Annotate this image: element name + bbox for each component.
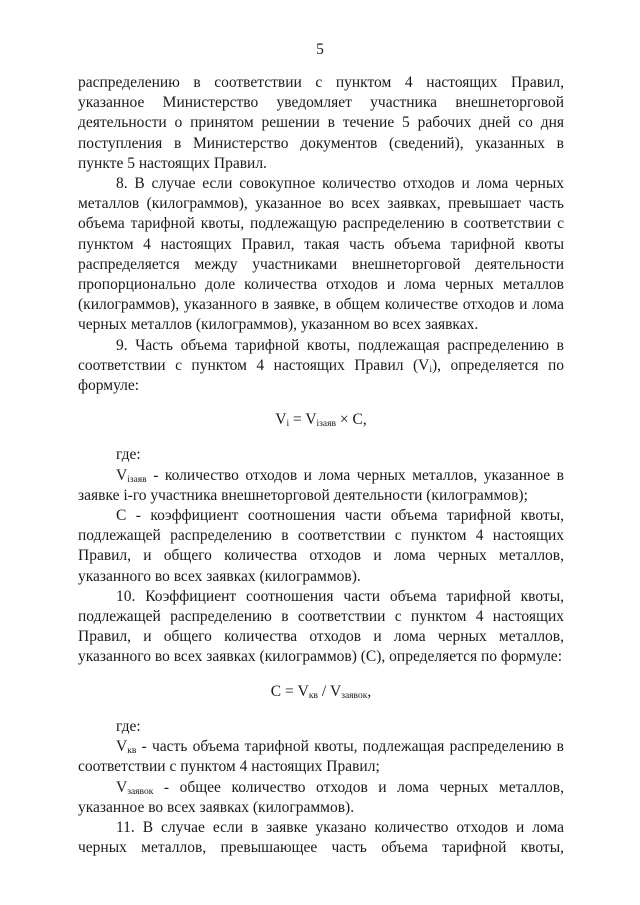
where-label-2: где: xyxy=(116,717,141,735)
paragraph-text: распределению в соответствии с пунктом 4 настоящих Правил, указанное Министерство уведомляет участника внешнеторговой деятельности о принятом решении в течение 5 рабочих дней со дня поступления в Министерство документов (сведений), указанных в пункте 5 настоящих Правил. xyxy=(78,74,564,172)
symbol: V xyxy=(116,466,128,484)
paragraph-text: ), определяется по формуле: xyxy=(78,356,564,395)
definition-v-zayavok xyxy=(78,778,564,818)
subscript: кв xyxy=(308,690,318,701)
symbol: V xyxy=(116,738,128,756)
definition-text: С - коэффициент соотношения части объема тарифной квоты, подлежащей распределению в соответствии с пунктом 4 настоящих Правил, и общего количества отходов и лома черных металлов, указанного во всех заявках (килограммов). xyxy=(78,507,564,585)
paragraph-text: 8. В случае если совокупное количество отходов и лома черных металлов (килограммов), указанное во всех заявках, превышает часть объема тарифной квоты, подлежащую распределению в соответствии с пунктом 4 настоящих Правил, такая часть объема тарифной квоты распределяется между участниками внешнеторговой деятельности пропорционально доле количества отходов и лома черных металлов (килограммов), указанного в заявке, в общем количестве отходов и лома черных металлов (килограммов), указанном во всех заявках. xyxy=(78,175,564,334)
definition-c xyxy=(78,506,564,587)
where-label-1: где: xyxy=(116,446,141,464)
formula-text: = V xyxy=(289,411,317,429)
paragraph-text: 10. Коэффициент соотношения части объема тарифной квоты, подлежащей распределению в соответствии с пунктом 4 настоящих Правил, и общего количества отходов и лома черных металлов, указанного во всех заявках (килограммов) (С), определяется по формуле: xyxy=(78,587,564,666)
subscript: заявок xyxy=(341,690,368,701)
definition-text: - часть объема тарифной квоты, подлежащая распределению в соответствии с пунктом 4 настоящих Правил; xyxy=(78,738,564,776)
paragraph-text: 11. В случае если в заявке указано количество отходов и лома черных металлов, превышающее часть объема тарифной квоты, xyxy=(78,818,564,857)
formula-vi xyxy=(78,410,564,430)
formula-text: / V xyxy=(317,682,342,700)
subscript: i xyxy=(429,364,432,375)
subscript: кв xyxy=(127,746,137,757)
definition-v-izayav xyxy=(78,466,564,506)
formula-text: , xyxy=(367,682,372,700)
subscript: i xyxy=(286,419,290,430)
document-body xyxy=(78,73,564,858)
formula-text: С = V xyxy=(270,682,309,700)
formula-text: × С, xyxy=(336,411,367,429)
paragraph-continuation xyxy=(78,73,564,174)
paragraph-9 xyxy=(78,336,564,397)
definition-v-kv xyxy=(78,737,564,777)
subscript: заявок xyxy=(127,786,154,797)
formula-c xyxy=(78,682,564,702)
symbol: V xyxy=(116,778,128,796)
paragraph-text: 9. Часть объема тарифной квоты, подлежащая распределению в соответствии с пунктом 4 настоящих Правил (V xyxy=(78,336,564,374)
paragraph-8 xyxy=(78,174,564,336)
formula-text: V xyxy=(275,411,287,429)
subscript: iзаяв xyxy=(127,474,147,485)
definition-text: - общее количество отходов и лома черных металлов, указанное во всех заявках (килограммов). xyxy=(78,778,564,816)
page-number: 5 xyxy=(316,41,324,58)
subscript: iзаяв xyxy=(316,419,336,430)
definition-text: - количество отходов и лома черных металлов, указанное в заявке i-го участника внешнеторговой деятельности (килограммов); xyxy=(78,466,564,504)
paragraph-10 xyxy=(78,587,564,668)
paragraph-11 xyxy=(78,818,564,858)
